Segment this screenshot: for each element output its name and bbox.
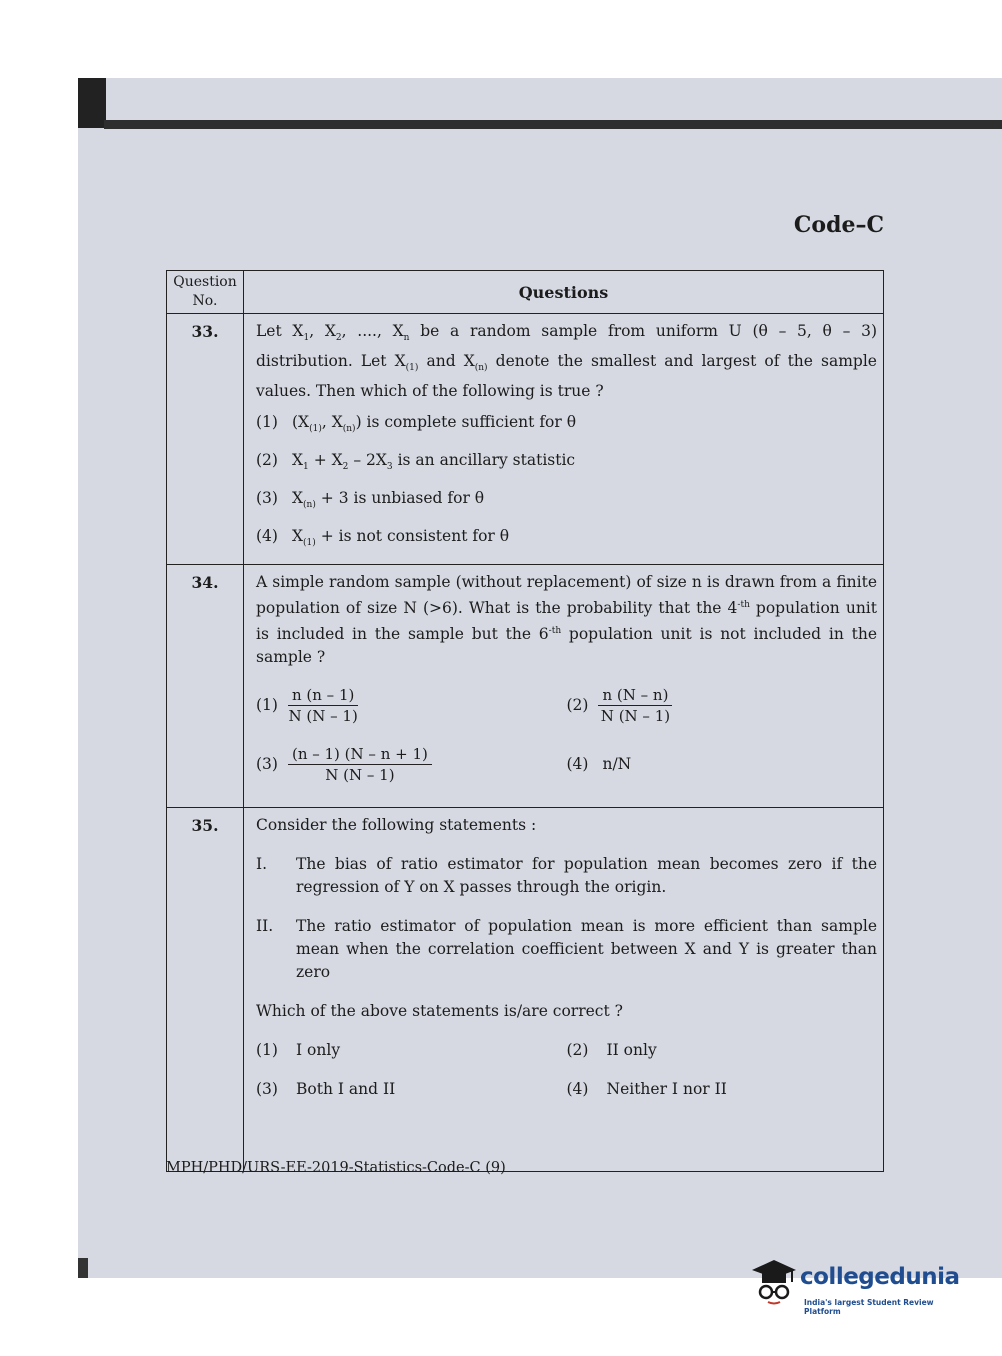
question-number: 33. (167, 314, 244, 565)
scan-edge (104, 120, 1002, 129)
question-34-body (244, 564, 884, 807)
options-grid (256, 685, 877, 785)
fraction: $\frac{n (N - n)}{N (N - 1)}$ (598, 685, 672, 726)
option-3: (3) Both I and II (256, 1079, 396, 1098)
option-2: (2) II only (566, 1040, 657, 1059)
collegedunia-logo[interactable] (748, 1256, 972, 1326)
logo-tagline: India's largest Student Review Platform (804, 1298, 934, 1316)
question-33-stem: Let $X_1$, $X_2$, ...., $X_n$ be a random sample from uniform U (θ – 5, θ – 3) distribution. Let $X_{(1)}$ and $X_{(n)}$ denote the smallest and largest of the sample values. Then which of the following is true ? (256, 322, 878, 401)
graduation-cap-icon (748, 1256, 798, 1306)
table-header-row (167, 271, 884, 314)
option-3: (3) $\frac{(n - 1) (N - n + 1)}{N (N - 1)}$ (256, 744, 567, 785)
logo-name: collegedunia (800, 1264, 960, 1290)
scan-shadow (78, 78, 106, 128)
option-4: (4) Neither I nor II (566, 1079, 727, 1098)
question-35-stem: Consider the following statements : (256, 815, 537, 834)
question-33-body (244, 314, 884, 565)
option-1: (1) $\frac{n (n - 1)}{N (N - 1)}$ (256, 685, 358, 725)
question-35-prompt: Which of the above statements is/are correct ? (256, 1001, 623, 1020)
question-34-stem: A simple random sample (without replacement) of size n is drawn from a finite population of size N (>6). What is the probability that the $4^{-th}$ population unit is included in the sample but the $6^{-th}$ population unit is not included in the sample ? (256, 572, 877, 666)
question-number: 35. (167, 807, 244, 1171)
scan-bottom-edge (78, 1258, 88, 1278)
option-3: (3) $X_{(n)} + 3$ is unbiased for θ (256, 489, 485, 511)
fraction: $\frac{n (n - 1)}{N (N - 1)}$ (288, 685, 358, 725)
questions-table (166, 270, 884, 1172)
option-2: (2) $X_1 + X_2 - 2X_3$ is an ancillary statistic (256, 451, 576, 473)
question-number: 34. (167, 564, 244, 807)
option-1: (1) I only (256, 1040, 341, 1059)
option-1: (1) ($X_{(1)}$, $X_{(n)}$) is complete sufficient for θ (256, 413, 577, 435)
option-4: (4) n/N (566, 754, 632, 773)
question-34-row (167, 564, 884, 807)
question-no-header: Question No. (167, 271, 244, 314)
page-footer: MPH/PHD/URS-EE-2019-Statistics-Code-C (9) (166, 1160, 506, 1176)
statement-1: I. The bias of ratio estimator for population mean becomes zero if the regression of Y on X passes through the origin. (256, 854, 877, 896)
question-33-row (167, 314, 884, 565)
question-35-row (167, 807, 884, 1171)
option-2: (2) $\frac{n (N - n)}{N (N - 1)}$ (567, 685, 878, 726)
option-4: (4) $X_{(1)}$ + is not consistent for θ (256, 527, 510, 549)
questions-header: Questions (244, 271, 884, 314)
fraction: $\frac{(n - 1) (N - n + 1)}{N (N - 1)}$ (288, 744, 432, 785)
question-35-body (244, 807, 884, 1171)
paper-code: Code–C (793, 212, 884, 238)
statement-2: II. The ratio estimator of population mean is more efficient than sample mean when the correlation coefficient between X and Y is greater than zero (256, 916, 877, 981)
options-grid (256, 1039, 877, 1101)
